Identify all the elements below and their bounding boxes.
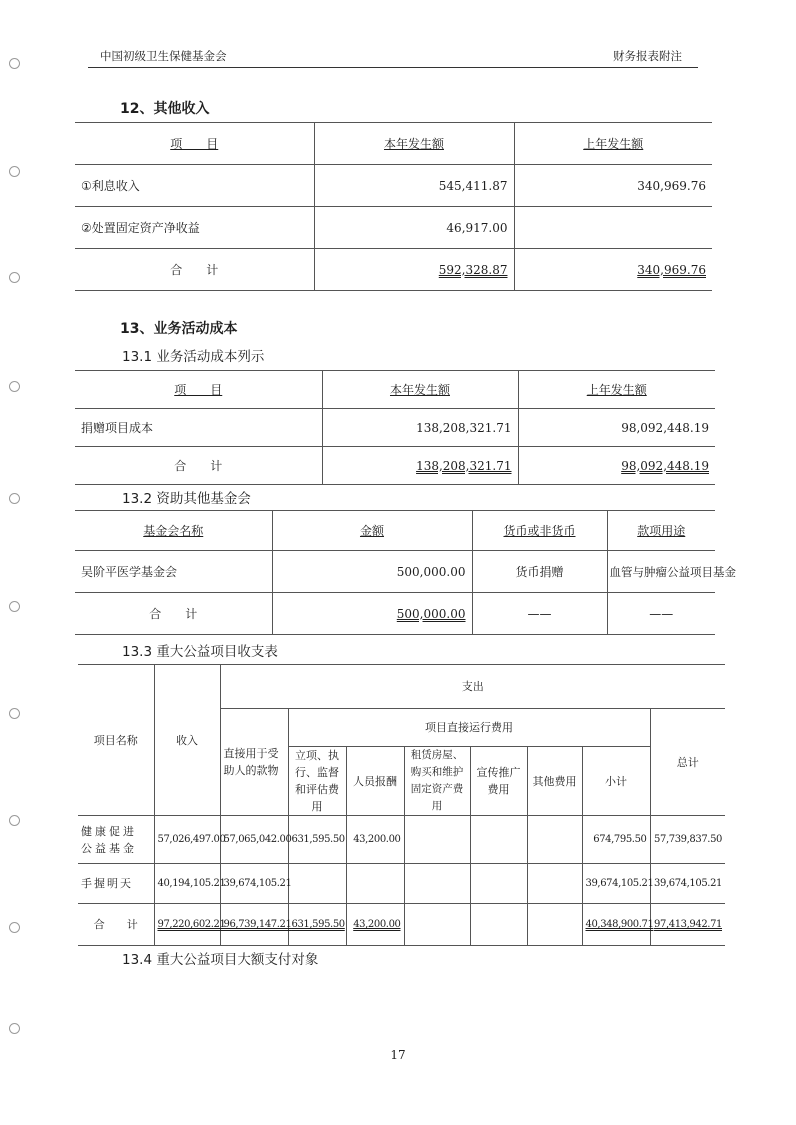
row-total: 57,739,837.50 bbox=[650, 816, 725, 864]
activity-cost-table bbox=[75, 370, 715, 485]
promotion bbox=[470, 864, 527, 904]
col-header-project-admin: 立项、执行、监督和评估费用 bbox=[288, 747, 346, 816]
col-header-purpose: 款项用途 bbox=[607, 511, 715, 551]
header-rule bbox=[88, 67, 698, 68]
row-label: ①利息收入 bbox=[75, 165, 314, 207]
direct-aid: 57,065,042.00 bbox=[220, 816, 288, 864]
total-label: 合 计 bbox=[75, 249, 314, 291]
rent-assets bbox=[404, 816, 470, 864]
col-header-total: 总计 bbox=[650, 709, 725, 816]
binder-hole bbox=[9, 58, 20, 69]
page-number: 17 bbox=[390, 1048, 406, 1062]
total-label: 合 计 bbox=[75, 593, 272, 635]
personnel: 43,200.00 bbox=[346, 816, 404, 864]
header-org: 中国初级卫生保健基金会 bbox=[100, 49, 227, 63]
binder-hole bbox=[9, 708, 20, 719]
subtotal: 674,795.50 bbox=[582, 816, 650, 864]
col-header-other: 其他费用 bbox=[527, 747, 582, 816]
current-amount: 46,917.00 bbox=[314, 207, 514, 249]
header-doc-title: 财务报表附注 bbox=[613, 49, 682, 63]
total-prior: 98,092,448.19 bbox=[518, 447, 715, 485]
total-personnel: 43,200.00 bbox=[346, 904, 404, 946]
row-total: 39,674,105.21 bbox=[650, 864, 725, 904]
prior-amount: 98,092,448.19 bbox=[518, 409, 715, 447]
grant-type: 货币捐赠 bbox=[472, 551, 607, 593]
col-header-current: 本年发生额 bbox=[314, 123, 514, 165]
total-row bbox=[75, 593, 715, 635]
prior-amount: 340,969.76 bbox=[514, 165, 712, 207]
project-name: 健康促进公益基金 bbox=[78, 816, 154, 864]
section-13-title: 13、业务活动成本 bbox=[120, 321, 238, 337]
other-cost bbox=[527, 864, 582, 904]
subsection-13-4-title: 13.4 重大公益项目大额支付对象 bbox=[122, 952, 319, 968]
promotion bbox=[470, 816, 527, 864]
table-row bbox=[78, 816, 725, 864]
total-direct-aid: 96,739,147.21 bbox=[220, 904, 288, 946]
other-cost bbox=[527, 816, 582, 864]
direct-aid: 39,674,105.21 bbox=[220, 864, 288, 904]
total-amount: 500,000.00 bbox=[272, 593, 472, 635]
section-12-title: 12、其他收入 bbox=[120, 101, 210, 117]
total-rent-assets bbox=[404, 904, 470, 946]
total-row bbox=[75, 249, 712, 291]
grant-amount: 500,000.00 bbox=[272, 551, 472, 593]
personnel bbox=[346, 864, 404, 904]
subsection-13-3-title: 13.3 重大公益项目收支表 bbox=[122, 644, 278, 660]
income: 40,194,105.21 bbox=[154, 864, 220, 904]
current-amount: 138,208,321.71 bbox=[322, 409, 518, 447]
grants-table bbox=[75, 510, 736, 635]
total-promotion bbox=[470, 904, 527, 946]
col-header-direct-aid: 直接用于受助人的款物 bbox=[220, 709, 288, 816]
binder-hole bbox=[9, 493, 20, 504]
table-row bbox=[78, 864, 725, 904]
col-header-amount: 金额 bbox=[272, 511, 472, 551]
binder-hole bbox=[9, 166, 20, 177]
subsection-13-2-title: 13.2 资助其他基金会 bbox=[122, 491, 251, 507]
total-subtotal: 40,348,900.71 bbox=[582, 904, 650, 946]
binder-hole bbox=[9, 601, 20, 612]
subsection-13-1-title: 13.1 业务活动成本列示 bbox=[122, 349, 265, 365]
col-header-type: 货币或非货币 bbox=[472, 511, 607, 551]
total-income: 97,220,602.21 bbox=[154, 904, 220, 946]
col-header-project-name: 项目名称 bbox=[78, 665, 154, 816]
col-header-item: 项 目 bbox=[75, 371, 322, 409]
income: 57,026,497.00 bbox=[154, 816, 220, 864]
other-income-table bbox=[75, 122, 712, 291]
grant-purpose: 血管与肿瘤公益项目基金 bbox=[607, 551, 715, 593]
col-header-current: 本年发生额 bbox=[322, 371, 518, 409]
binder-hole bbox=[9, 922, 20, 933]
col-header-prior: 上年发生额 bbox=[514, 123, 712, 165]
prior-amount bbox=[514, 207, 712, 249]
project-name: 手握明天 bbox=[78, 864, 154, 904]
row-label: 捐赠项目成本 bbox=[75, 409, 322, 447]
grand-total: 97,413,942.71 bbox=[650, 904, 725, 946]
table-row bbox=[75, 409, 715, 447]
col-header-subtotal: 小计 bbox=[582, 747, 650, 816]
table-row bbox=[75, 165, 712, 207]
current-amount: 545,411.87 bbox=[314, 165, 514, 207]
col-header-item: 项 目 bbox=[75, 123, 314, 165]
total-label: 合 计 bbox=[78, 904, 154, 946]
binder-hole bbox=[9, 1023, 20, 1034]
total-purpose: —— bbox=[607, 593, 715, 635]
binder-hole bbox=[9, 815, 20, 826]
col-header-foundation: 基金会名称 bbox=[75, 511, 272, 551]
col-header-rent-assets: 租赁房屋、购买和维护固定资产费用 bbox=[404, 747, 470, 816]
binder-hole bbox=[9, 381, 20, 392]
total-row bbox=[75, 447, 715, 485]
total-other-cost bbox=[527, 904, 582, 946]
total-label: 合 计 bbox=[75, 447, 322, 485]
table-row bbox=[75, 551, 715, 593]
col-header-promotion: 宣传推广费用 bbox=[470, 747, 527, 816]
col-header-expense: 支出 bbox=[220, 665, 725, 709]
row-label: ②处置固定资产净收益 bbox=[75, 207, 314, 249]
col-header-personnel: 人员报酬 bbox=[346, 747, 404, 816]
subtotal: 39,674,105.21 bbox=[582, 864, 650, 904]
total-project-admin: 631,595.50 bbox=[288, 904, 346, 946]
col-header-income: 收入 bbox=[154, 665, 220, 816]
col-header-prior: 上年发生额 bbox=[518, 371, 715, 409]
total-type: —— bbox=[472, 593, 607, 635]
rent-assets bbox=[404, 864, 470, 904]
foundation-name: 吴阶平医学基金会 bbox=[75, 551, 272, 593]
total-prior: 340,969.76 bbox=[514, 249, 712, 291]
total-row bbox=[78, 904, 725, 946]
project-admin bbox=[288, 864, 346, 904]
col-header-running-costs: 项目直接运行费用 bbox=[288, 709, 650, 747]
binder-hole bbox=[9, 272, 20, 283]
major-projects-table bbox=[78, 664, 725, 946]
table-row bbox=[75, 207, 712, 249]
total-current: 138,208,321.71 bbox=[322, 447, 518, 485]
project-admin: 631,595.50 bbox=[288, 816, 346, 864]
total-current: 592,328.87 bbox=[314, 249, 514, 291]
